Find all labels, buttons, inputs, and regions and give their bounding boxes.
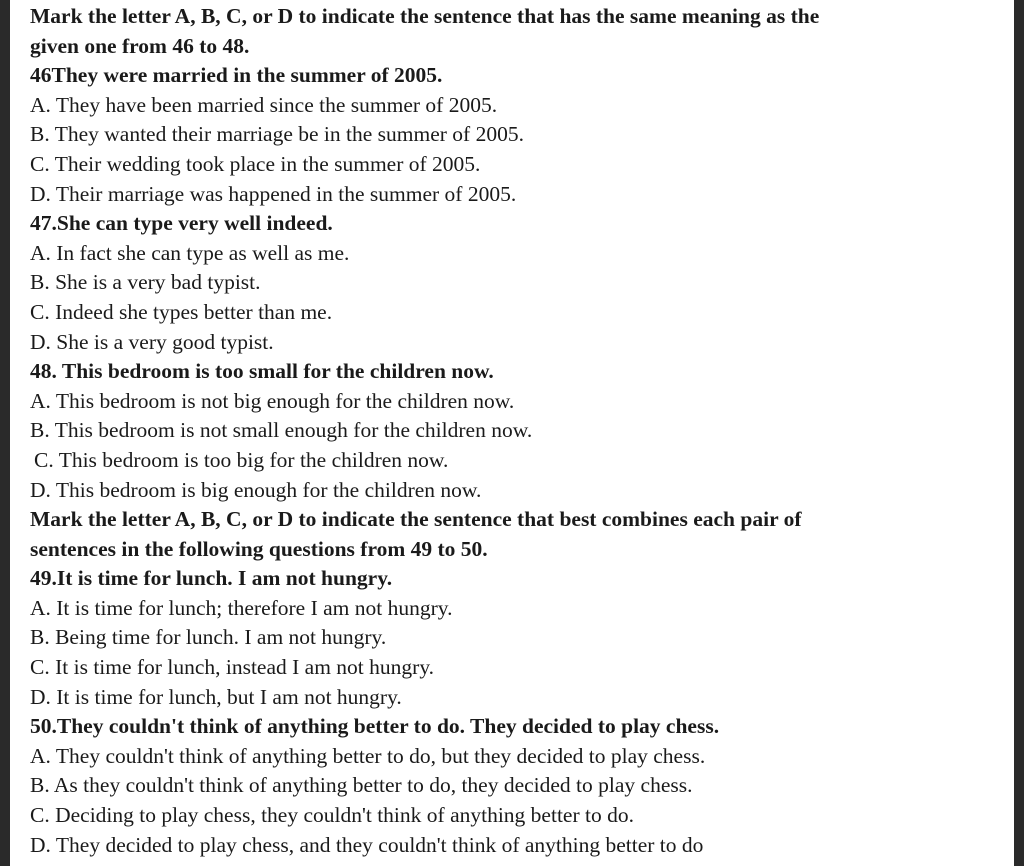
question-46-option-b: B. They wanted their marriage be in the summer of 2005.	[30, 122, 524, 147]
question-49-prompt: 49.It is time for lunch. I am not hungry.	[30, 566, 393, 591]
question-48-prompt: 48. This bedroom is too small for the children now.	[30, 359, 494, 384]
question-46-prompt: 46They were married in the summer of 2005.	[30, 63, 443, 88]
question-50-option-a: A. They couldn't think of anything better to do, but they decided to play chess.	[30, 743, 706, 768]
question-47-prompt: 47.She can type very well indeed.	[30, 211, 333, 236]
question-47-option-d: D. She is a very good typist.	[30, 329, 274, 354]
question-47-option-a: A. In fact she can type as well as me.	[30, 240, 350, 265]
question-46-option-d: D. Their marriage was happened in the summer of 2005.	[30, 181, 517, 206]
question-46-option-c: C. Their wedding took place in the summer of 2005.	[30, 151, 481, 176]
section-instruction: Mark the letter A, B, C, or D to indicate the sentence that has the same meaning as the	[30, 4, 820, 28]
question-49-option-a: A. It is time for lunch; therefore I am not hungry.	[30, 595, 453, 620]
question-46-option-a: A. They have been married since the summer of 2005.	[30, 92, 498, 117]
question-50-option-b: B. As they couldn't think of anything better to do, they decided to play chess.	[30, 773, 693, 798]
question-48-option-d: D. This bedroom is big enough for the children now.	[30, 477, 482, 502]
question-48-option-b: B. This bedroom is not small enough for the children now.	[30, 418, 533, 443]
section-instruction: sentences in the following questions from 49 to 50.	[30, 536, 488, 561]
question-47-option-b: B. She is a very bad typist.	[30, 270, 261, 295]
document-page	[10, 0, 1014, 866]
question-48-option-a: A. This bedroom is not big enough for the children now.	[30, 388, 515, 413]
question-50-prompt: 50.They couldn't think of anything better to do. They decided to play chess.	[30, 714, 720, 739]
question-47-option-c: C. Indeed she types better than me.	[30, 299, 333, 324]
question-49-option-d: D. It is time for lunch, but I am not hungry.	[30, 684, 402, 709]
section-instruction: Mark the letter A, B, C, or D to indicate the sentence that best combines each pair of	[30, 507, 802, 532]
question-50-option-c: C. Deciding to play chess, they couldn't think of anything better to do.	[30, 803, 634, 828]
question-49-option-c: C. It is time for lunch, instead I am not hungry.	[30, 655, 435, 680]
question-50-option-d: D. They decided to play chess, and they couldn't think of anything better to do	[30, 832, 704, 857]
question-48-option-c: C. This bedroom is too big for the children now.	[34, 447, 449, 472]
question-49-option-b: B. Being time for lunch. I am not hungry.	[30, 625, 387, 650]
section-instruction: given one from 46 to 48.	[30, 33, 250, 58]
